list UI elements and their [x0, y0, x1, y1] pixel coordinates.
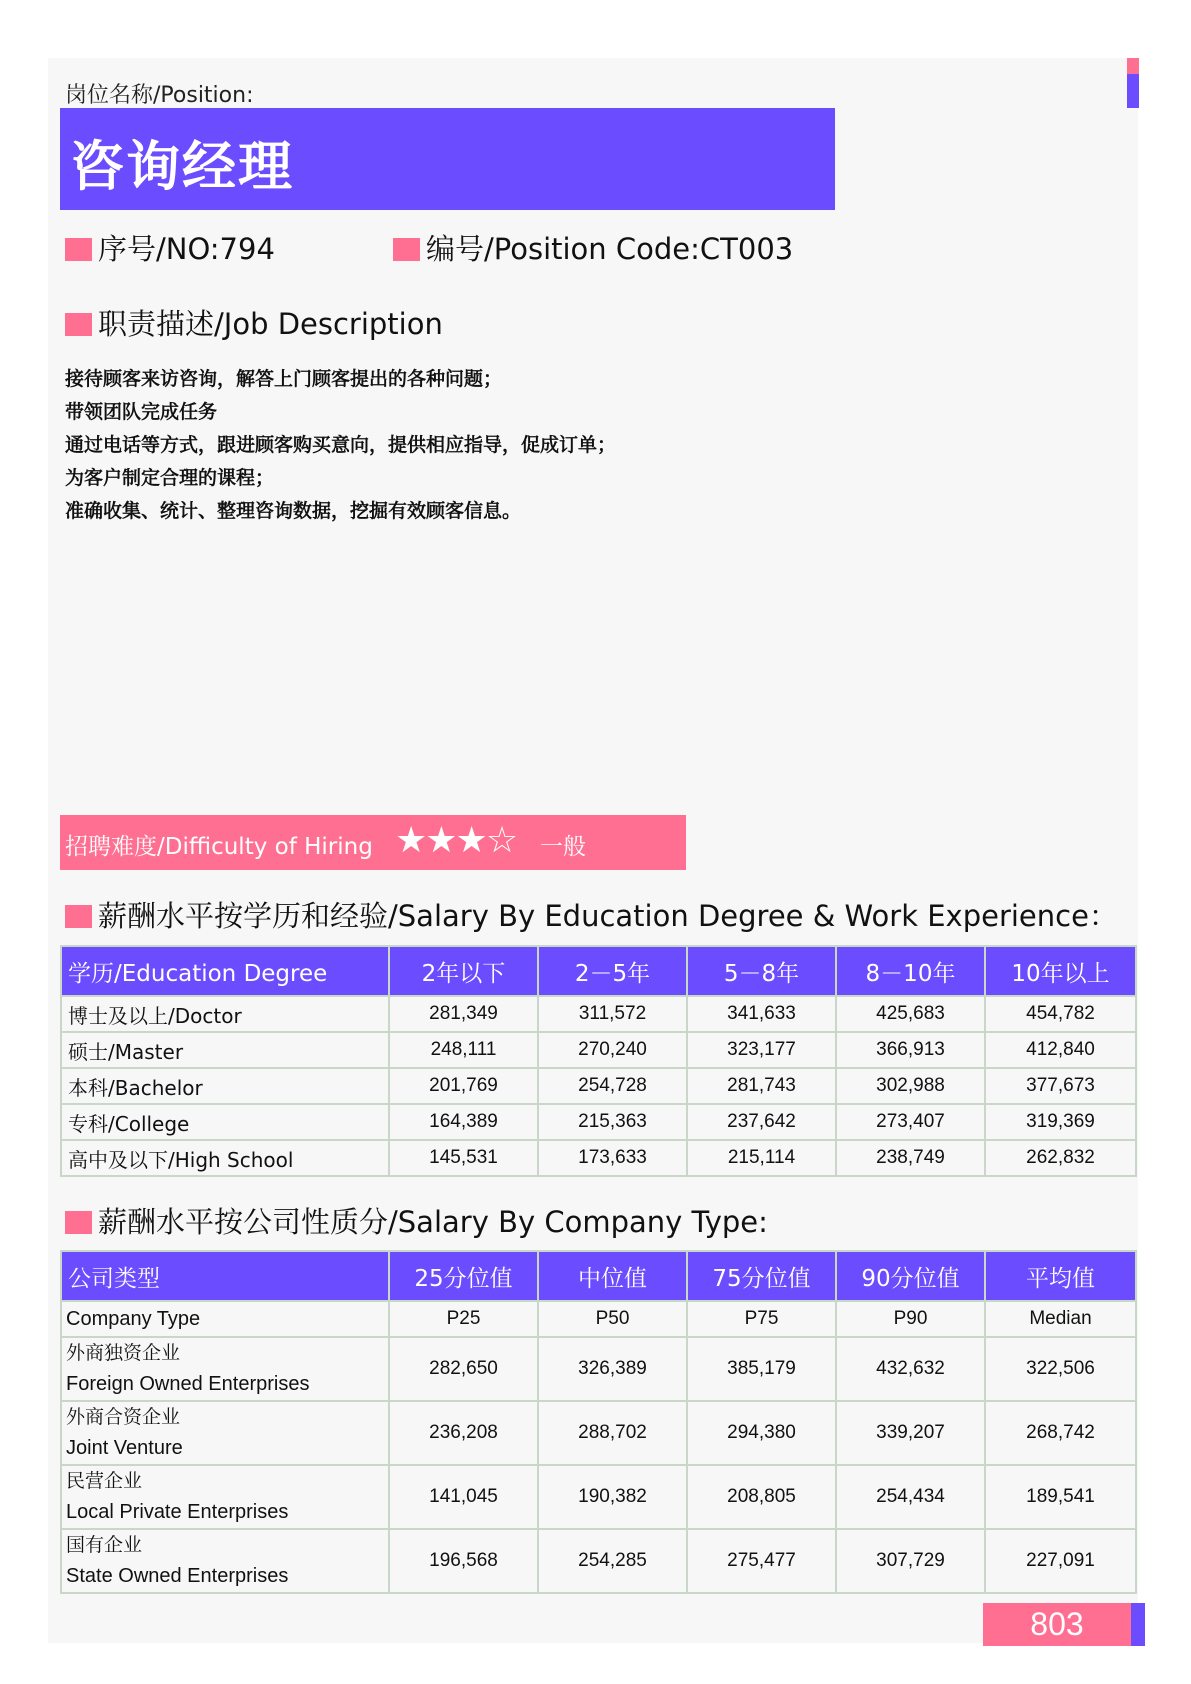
bullet-square-icon: [65, 905, 92, 928]
table-cell: 319,369: [985, 1104, 1136, 1140]
description-line: 通过电话等方式，跟进顾客购买意向，提供相应指导，促成订单；: [65, 434, 617, 456]
table-cell: P50: [538, 1301, 687, 1337]
code-heading: [393, 230, 793, 266]
table-header-row: [61, 1251, 1136, 1301]
row-label-cn: 民营企业: [66, 1470, 143, 1492]
column-header: 5－8年: [687, 946, 836, 996]
row-label: [61, 1337, 389, 1401]
table-cell: 281,743: [687, 1068, 836, 1104]
column-header: 10年以上: [985, 946, 1136, 996]
table-cell: 326,389: [538, 1337, 687, 1401]
table-cell: 254,285: [538, 1529, 687, 1593]
table-cell: 366,913: [836, 1032, 985, 1068]
column-header: 公司类型: [61, 1251, 389, 1301]
table-cell: 322,506: [985, 1337, 1136, 1401]
column-header: 8－10年: [836, 946, 985, 996]
row-label-cn: 国有企业: [66, 1534, 143, 1556]
row-label-en: Local Private Enterprises: [66, 1501, 289, 1523]
column-header: 2年以下: [389, 946, 538, 996]
table-cell: 236,208: [389, 1401, 538, 1465]
table-cell: 275,477: [687, 1529, 836, 1593]
row-label: 博士及以上/Doctor: [61, 996, 389, 1032]
table-row: [61, 1529, 1136, 1593]
table-row: [61, 1401, 1136, 1465]
table-cell: P75: [687, 1301, 836, 1337]
table-cell: 268,742: [985, 1401, 1136, 1465]
table-cell: 341,633: [687, 996, 836, 1032]
bullet-square-icon: [393, 238, 420, 261]
difficulty-label: 招聘难度/Difficulty of Hiring: [65, 834, 373, 860]
row-label: 本科/Bachelor: [61, 1068, 389, 1104]
column-header: 平均值: [985, 1251, 1136, 1301]
table-row: [61, 1140, 1136, 1176]
column-header: 2－5年: [538, 946, 687, 996]
table-row: [61, 1104, 1136, 1140]
table-cell: 294,380: [687, 1401, 836, 1465]
table-cell: 412,840: [985, 1032, 1136, 1068]
education-salary-table: [60, 945, 1137, 1177]
company-salary-title: 薪酬水平按公司性质分/Salary By Company Type:: [98, 1205, 768, 1239]
page-number-accent: [1131, 1603, 1145, 1646]
difficulty-stars-icon: ★★★☆: [395, 820, 517, 861]
number-heading: [65, 230, 275, 266]
table-cell: 227,091: [985, 1529, 1136, 1593]
table-cell: 432,632: [836, 1337, 985, 1401]
table-row: [61, 1068, 1136, 1104]
table-cell: Median: [985, 1301, 1136, 1337]
row-label-cn: 外商合资企业: [66, 1406, 181, 1428]
table-cell: 189,541: [985, 1465, 1136, 1529]
company-salary-heading: [65, 1203, 768, 1239]
table-cell: 196,568: [389, 1529, 538, 1593]
table-cell: 339,207: [836, 1401, 985, 1465]
table-cell: 145,531: [389, 1140, 538, 1176]
row-label: [61, 1529, 389, 1593]
table-cell: 385,179: [687, 1337, 836, 1401]
row-label: 专科/College: [61, 1104, 389, 1140]
description-line: 接待顾客来访咨询，解答上门顾客提出的各种问题；: [65, 368, 503, 390]
row-label-en: State Owned Enterprises: [66, 1565, 289, 1587]
table-cell: 238,749: [836, 1140, 985, 1176]
row-label-en: Foreign Owned Enterprises: [66, 1373, 310, 1395]
table-cell: 323,177: [687, 1032, 836, 1068]
table-cell: 262,832: [985, 1140, 1136, 1176]
table-header-row: [61, 946, 1136, 996]
table-row: [61, 1465, 1136, 1529]
table-cell: 307,729: [836, 1529, 985, 1593]
table-cell: 281,349: [389, 996, 538, 1032]
education-salary-heading: [65, 897, 1118, 933]
column-header: 中位值: [538, 1251, 687, 1301]
table-cell: 208,805: [687, 1465, 836, 1529]
table-cell: P90: [836, 1301, 985, 1337]
row-label: 高中及以下/High School: [61, 1140, 389, 1176]
page-title: 咨询经理: [70, 135, 294, 198]
table-cell: 237,642: [687, 1104, 836, 1140]
table-cell: 215,363: [538, 1104, 687, 1140]
table-cell: 454,782: [985, 996, 1136, 1032]
page-number: 803: [1030, 1606, 1084, 1642]
number-label: 序号/NO:794: [98, 232, 275, 266]
job-description-heading: [65, 305, 443, 341]
table-cell: 302,988: [836, 1068, 985, 1104]
table-cell: 164,389: [389, 1104, 538, 1140]
education-salary-title: 薪酬水平按学历和经验/Salary By Education Degree & Work Experience：: [98, 899, 1118, 933]
column-header: 90分位值: [836, 1251, 985, 1301]
difficulty-level: 一般: [540, 834, 586, 860]
column-header: 25分位值: [389, 1251, 538, 1301]
table-cell: 201,769: [389, 1068, 538, 1104]
table-cell: 288,702: [538, 1401, 687, 1465]
table-row: [61, 1337, 1136, 1401]
column-header: 学历/Education Degree: [61, 946, 389, 996]
description-line: 带领团队完成任务: [65, 401, 218, 423]
row-label: 硕士/Master: [61, 1032, 389, 1068]
table-cell: 273,407: [836, 1104, 985, 1140]
bullet-square-icon: [65, 238, 92, 261]
table-cell: 173,633: [538, 1140, 687, 1176]
table-cell: 254,728: [538, 1068, 687, 1104]
job-description-title: 职责描述/Job Description: [98, 307, 443, 341]
description-line: 准确收集、统计、整理咨询数据，挖掘有效顾客信息。: [65, 500, 522, 522]
table-cell: 215,114: [687, 1140, 836, 1176]
table-subheader-row: [61, 1301, 1136, 1337]
table-row: [61, 996, 1136, 1032]
company-salary-table: [60, 1250, 1137, 1594]
table-cell: 190,382: [538, 1465, 687, 1529]
bullet-square-icon: [65, 1211, 92, 1234]
row-label-cn: 外商独资企业: [66, 1342, 181, 1364]
position-label: 岗位名称/Position:: [65, 83, 254, 108]
table-cell: P25: [389, 1301, 538, 1337]
row-label: Company Type: [61, 1301, 389, 1337]
column-header: 75分位值: [687, 1251, 836, 1301]
bullet-square-icon: [65, 313, 92, 336]
table-cell: 282,650: [389, 1337, 538, 1401]
corner-accent-pink: [1127, 58, 1139, 74]
row-label: [61, 1401, 389, 1465]
job-description-text: [65, 363, 616, 528]
position-code-label: 编号/Position Code:CT003: [426, 232, 794, 266]
row-label: [61, 1465, 389, 1529]
table-cell: 311,572: [538, 996, 687, 1032]
table-cell: 425,683: [836, 996, 985, 1032]
table-cell: 254,434: [836, 1465, 985, 1529]
table-row: [61, 1032, 1136, 1068]
row-label-en: Joint Venture: [66, 1437, 183, 1459]
corner-accent-purple: [1127, 74, 1139, 108]
table-cell: 377,673: [985, 1068, 1136, 1104]
table-cell: 248,111: [389, 1032, 538, 1068]
description-line: 为客户制定合理的课程；: [65, 467, 275, 489]
table-cell: 141,045: [389, 1465, 538, 1529]
table-cell: 270,240: [538, 1032, 687, 1068]
